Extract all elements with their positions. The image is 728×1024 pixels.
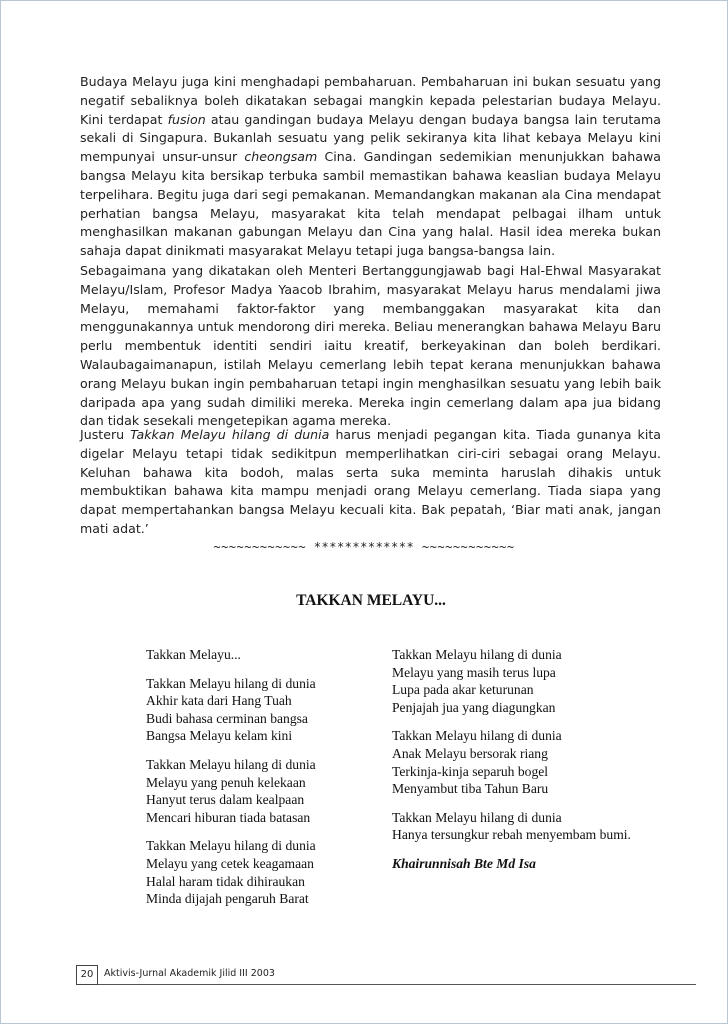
poem-line: Takkan Melayu hilang di dunia xyxy=(146,838,316,854)
text-run: Cina. Gandingan sedemikian menunjukkan bahawa bangsa Melayu kita bersikap terbuka sambil memastikan bahawa keaslian budaya Melayu terpelihara. Begitu juga dari segi pemakanan. Memandangkan makanan ala Cina mendapat perhatian bangsa Melayu, masyarakat kita telah mendapat pelbagai ilham untuk menghasilkan makanan gabungan Melayu dan Cina yang halal. Hasil idea mereka bukan sahaja dapat dinikmati masyarakat Melayu tetapi juga bangsa-bangsa lain. xyxy=(80,149,661,259)
journal-title: Aktivis-Jurnal Akademik Jilid III 2003 xyxy=(104,968,275,979)
paragraph-3 xyxy=(80,426,661,539)
poem-author: Khairunnisah Bte Md Isa xyxy=(392,855,536,871)
poem-left-stanza-3 xyxy=(146,756,316,826)
paragraph-2 xyxy=(80,262,661,431)
paragraph-1 xyxy=(80,73,661,261)
text-run: Sebagaimana yang dikatakan oleh Menteri Bertanggungjawab bagi Hal-Ehwal Masyarakat Melayu/Islam, Profesor Madya Yaacob Ibrahim, masyarakat Melayu harus mendalami jiwa Melayu, memahami faktor-faktor yang membanggakan masyarakat kita dan menggunakannya untuk mendorong diri mereka. Beliau menerangkan bahawa Melayu Baru perlu membentuk identiti sendiri iaitu kreatif, berkeyakinan dan boleh berdikari. Walaubagaimanapun, istilah Melayu cemerlang lebih tepat kerana menunjukkan bahawa orang Melayu bukan ingin pembaharuan tetapi ingin menghasilkan sesuatu yang lebih baik daripada apa yang sudah dimiliki mereka. Mereka ingin cemerlang dalam apa jua bidang dan tidak sesekali mengetepikan agama mereka. xyxy=(80,263,661,429)
paragraph-3-text xyxy=(80,426,661,539)
poem-line: Takkan Melayu hilang di dunia xyxy=(392,728,562,744)
poem-line: Takkan Melayu... xyxy=(146,647,241,662)
poem-line: Hanyut terus dalam kealpaan xyxy=(146,792,305,808)
italic-term: fusion xyxy=(167,111,206,127)
text-run: harus menjadi pegangan kita. Tiada gunanya kita digelar Melayu tetapi tidak sedikitpun memperlihatkan ciri-ciri sebagai orang Melayu. Keluhan bahawa kita bodoh, malas serta suka meminta haruslah dihakis untuk membuktikan bahawa kita mampu menjadi orang Melayu cemerlang. Tiada siapa yang dapat mempertahankan bangsa Melayu kecuali kita. Bak pepatah, ‘Biar mati anak, jangan mati adat.’ xyxy=(80,427,661,536)
poem-line: Takkan Melayu hilang di dunia xyxy=(392,647,562,662)
poem-line: Halal haram tidak dihiraukan xyxy=(146,873,305,889)
text-run: atau gandingan budaya Melayu dengan budaya bangsa lain terutama sekali di Singapura. Bukanlah sesuatu yang pelik sekiranya kita lihat kebaya Melayu kini mempunyai unsur-unsur xyxy=(80,111,661,165)
text-run: Budaya Melayu juga kini menghadapi pembaharuan. Pembaharuan ini bukan sesuatu yang negatif sebaliknya boleh dikatakan sebagai mangkin kepada pelestarian budaya Melayu. Kini terdapat xyxy=(80,74,661,127)
poem-line: Penjajah jua yang diagungkan xyxy=(392,699,556,715)
poem-line: Melayu yang masih terus lupa xyxy=(392,664,556,680)
poem-left-stanza-4 xyxy=(146,837,316,907)
poem-line: Akhir kata dari Hang Tuah xyxy=(146,693,292,709)
footer-rule xyxy=(98,984,696,985)
italic-term: cheongsam xyxy=(244,149,318,165)
poem-line: Hanya tersungkur rebah menyembam bumi. xyxy=(392,827,631,843)
poem-title: TAKKAN MELAYU... xyxy=(296,592,446,609)
italic-term: Takkan Melayu hilang di dunia xyxy=(130,427,330,442)
poem-left-stanza-1 xyxy=(146,646,316,664)
poem-line: Minda dijajah pengaruh Barat xyxy=(146,891,309,907)
poem-right-stanzas xyxy=(392,646,631,844)
poem-line: Melayu yang cetek keagamaan xyxy=(146,855,314,871)
poem-line: Takkan Melayu hilang di dunia xyxy=(146,675,316,691)
poem-left-stanza-2 xyxy=(146,675,316,745)
poem-right-column xyxy=(392,646,631,873)
paragraph-1-text xyxy=(80,73,661,261)
section-separator: ~~~~~~~~~~~~ ************* ~~~~~~~~~~~~ xyxy=(213,540,515,554)
text-run: Justeru xyxy=(80,427,131,442)
page-number: 20 xyxy=(76,965,98,985)
poem-line: Lupa pada akar keturunan xyxy=(392,682,534,698)
poem-right-stanza-3 xyxy=(392,809,631,844)
poem-line: Bangsa Melayu kelam kini xyxy=(146,728,293,744)
poem-line: Budi bahasa cerminan bangsa xyxy=(146,710,308,726)
poem-right-stanza-1 xyxy=(392,646,631,716)
poem-line: Anak Melayu bersorak riang xyxy=(392,745,548,761)
poem-right-stanza-2 xyxy=(392,727,631,797)
poem-line: Takkan Melayu hilang di dunia xyxy=(392,809,562,825)
poem-line: Mencari hiburan tiada batasan xyxy=(146,809,311,825)
paragraph-2-text xyxy=(80,262,661,431)
poem-line: Melayu yang penuh kelekaan xyxy=(146,774,306,790)
poem-line: Terkinja-kinja separuh bogel xyxy=(392,763,549,779)
poem-line: Takkan Melayu hilang di dunia xyxy=(146,756,316,772)
poem-left-column xyxy=(146,646,316,919)
poem-line: Menyambut tiba Tahun Baru xyxy=(392,781,549,797)
